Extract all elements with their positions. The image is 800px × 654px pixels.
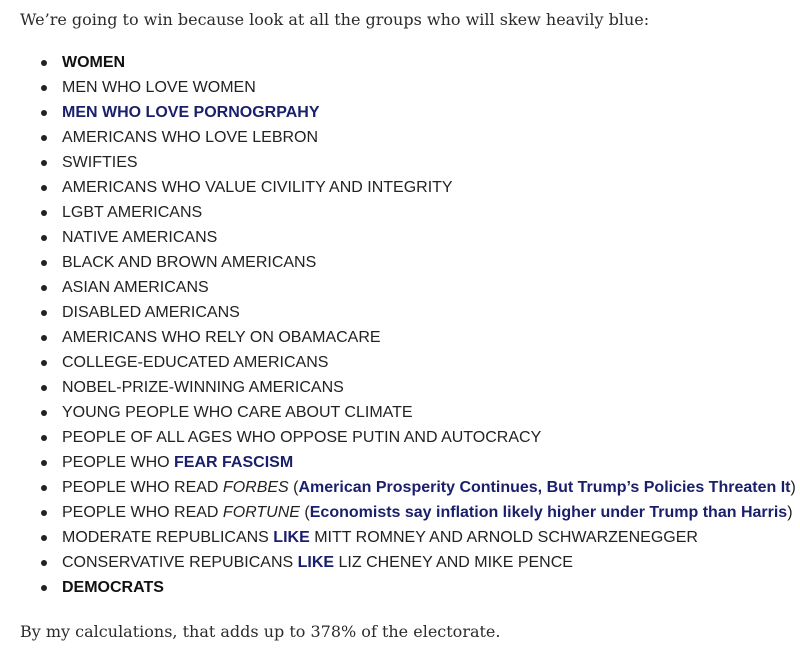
list-item xyxy=(0,500,796,525)
bullet-icon xyxy=(41,485,47,491)
paren-open: ( xyxy=(299,504,310,521)
bullet-icon xyxy=(41,535,47,541)
item-text: CONSERVATIVE REPUBICANS xyxy=(62,554,298,571)
item-text: LIZ CHENEY AND MIKE PENCE xyxy=(334,554,573,571)
item-link[interactable]: MEN WHO LOVE PORNOGRPAHY xyxy=(62,104,320,121)
bullet-icon xyxy=(41,235,47,241)
item-text: NOBEL-PRIZE-WINNING AMERICANS xyxy=(62,379,344,396)
item-text: LGBT AMERICANS xyxy=(62,204,203,221)
list-item xyxy=(0,250,796,275)
bullet-icon xyxy=(41,360,47,366)
item-text: PEOPLE WHO READ xyxy=(62,504,223,521)
list-item xyxy=(0,100,796,125)
list-item xyxy=(0,75,796,100)
list-item xyxy=(0,525,796,550)
bullet-icon xyxy=(41,210,47,216)
bullet-icon xyxy=(41,435,47,441)
list-item-women xyxy=(0,50,796,75)
list-item xyxy=(0,350,796,375)
paren-close: ) xyxy=(787,504,793,521)
item-text: AMERICANS WHO LOVE LEBRON xyxy=(62,129,319,146)
list-item xyxy=(0,125,796,150)
bullet-icon xyxy=(41,135,47,141)
bullet-icon xyxy=(41,460,47,466)
item-text: MODERATE REPUBLICANS xyxy=(62,529,274,546)
bullet-icon xyxy=(41,185,47,191)
item-text: ASIAN AMERICANS xyxy=(62,279,209,296)
list-item xyxy=(0,200,796,225)
bullet-icon xyxy=(41,285,47,291)
bullet-icon xyxy=(41,60,47,66)
item-text: WOMEN xyxy=(62,54,126,71)
bullet-icon xyxy=(41,410,47,416)
bullet-icon xyxy=(41,335,47,341)
bullet-icon xyxy=(41,310,47,316)
item-text: NATIVE AMERICANS xyxy=(62,229,218,246)
list-item xyxy=(0,450,796,475)
list-item xyxy=(0,375,796,400)
fortune-article-link[interactable]: Economists say inflation likely higher under Trump than Harris xyxy=(309,504,788,521)
item-text: PEOPLE WHO READ xyxy=(62,479,223,496)
item-text: BLACK AND BROWN AMERICANS xyxy=(62,254,317,271)
item-text: PEOPLE WHO xyxy=(62,454,175,471)
bullet-icon xyxy=(41,385,47,391)
bullet-icon xyxy=(41,585,47,591)
list-item xyxy=(0,150,796,175)
item-text: DEMOCRATS xyxy=(62,579,164,596)
list-item xyxy=(0,225,796,250)
intro-paragraph: We’re going to win because look at all the groups who will skew heavily blue: xyxy=(20,10,650,29)
like-link[interactable]: LIKE xyxy=(297,554,335,571)
like-link[interactable]: LIKE xyxy=(273,529,310,546)
list-item xyxy=(0,300,796,325)
item-text: AMERICANS WHO RELY ON OBAMACARE xyxy=(62,329,381,346)
list-item xyxy=(0,475,796,500)
item-text: MITT ROMNEY AND ARNOLD SCHWARZENEGGER xyxy=(309,529,698,546)
groups-list xyxy=(0,50,796,600)
item-text: PEOPLE OF ALL AGES WHO OPPOSE PUTIN AND AUTOCRACY xyxy=(62,429,542,446)
item-text: MEN WHO LOVE WOMEN xyxy=(62,79,256,96)
list-item xyxy=(0,325,796,350)
forbes-article-link[interactable]: American Prosperity Continues, But Trump’s Policies Threaten It xyxy=(298,479,791,496)
bullet-icon xyxy=(41,260,47,266)
bullet-icon xyxy=(41,85,47,91)
closing-paragraph: By my calculations, that adds up to 378% of the electorate. xyxy=(20,622,501,641)
item-text: COLLEGE-EDUCATED AMERICANS xyxy=(62,354,329,371)
paren-close: ) xyxy=(790,479,796,496)
list-item xyxy=(0,550,796,575)
publication-name: FORTUNE xyxy=(222,504,300,521)
list-item-democrats xyxy=(0,575,796,600)
list-item xyxy=(0,275,796,300)
publication-name: FORBES xyxy=(222,479,289,496)
item-text: YOUNG PEOPLE WHO CARE ABOUT CLIMATE xyxy=(62,404,413,421)
list-item xyxy=(0,400,796,425)
bullet-icon xyxy=(41,160,47,166)
item-text: DISABLED AMERICANS xyxy=(62,304,240,321)
list-item xyxy=(0,175,796,200)
bullet-icon xyxy=(41,110,47,116)
list-item xyxy=(0,425,796,450)
fear-fascism-link[interactable]: FEAR FASCISM xyxy=(174,454,294,471)
bullet-icon xyxy=(41,560,47,566)
item-text: AMERICANS WHO VALUE CIVILITY AND INTEGRITY xyxy=(62,179,453,196)
paren-open: ( xyxy=(288,479,299,496)
bullet-icon xyxy=(41,510,47,516)
item-text: SWIFTIES xyxy=(62,154,138,171)
